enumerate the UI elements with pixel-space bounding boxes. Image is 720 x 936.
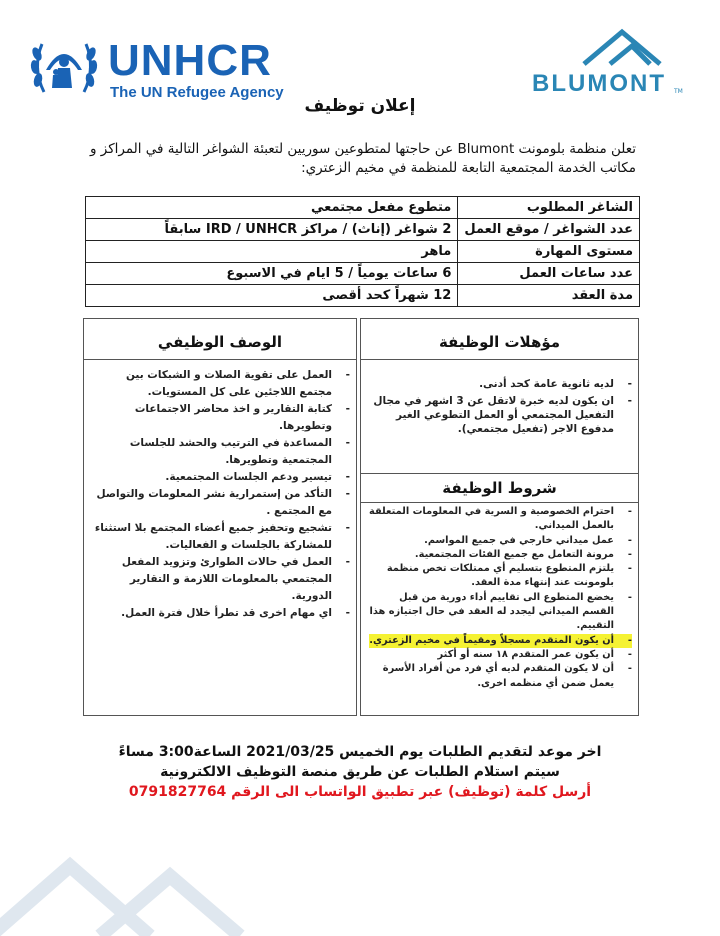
list-item: - يلتزم المتطوع بتسليم أي ممتلكات تخص منظمة بلومونت عند إنتهاء مدة العقد. bbox=[369, 562, 632, 591]
blumont-trademark: TM bbox=[674, 88, 683, 95]
table-row bbox=[86, 285, 640, 307]
row-label: عدد ساعات العمل bbox=[458, 263, 640, 285]
list-item: - تشجيع وتحفيز جميع أعضاء المجتمع بلا استثناء للمشاركة بالجلسات و الفعاليات. bbox=[94, 520, 350, 554]
list-item: - العمل في حالات الطوارئ وتزويد المفعل المجتمعي بالمعلومات اللازمة و التقارير الدورية. bbox=[94, 554, 350, 605]
requirements-panel bbox=[360, 318, 639, 716]
qualifications-list bbox=[369, 377, 632, 439]
unhcr-logo bbox=[28, 34, 288, 102]
list-item: - أن يكون عمر المتقدم ١٨ سنه أو أكثر bbox=[369, 648, 632, 662]
list-item: - ان يكون لديه خبرة لاتقل عن 3 اشهر في مجال التفعيل المجتمعي أو العمل التطوعي الغير مدفوع الاجر (تفعيل مجتمعي). bbox=[369, 394, 632, 436]
list-item: - لديه ثانوية عامة كحد أدنى. bbox=[369, 377, 632, 391]
row-label: مدة العقد bbox=[458, 285, 640, 307]
whatsapp-instruction: أرسل كلمة (توظيف) عبر تطبيق الواتساب الى الرقم 0791827764 bbox=[128, 784, 592, 800]
unhcr-tagline: The UN Refugee Agency bbox=[110, 84, 284, 101]
deadline-text: اخر موعد لتقديم الطلبات يوم الخميس 2021/03/25 الساعة3:00 مساءً bbox=[118, 744, 602, 760]
row-value: متطوع مفعل مجتمعي bbox=[86, 197, 458, 219]
row-value: ماهر bbox=[86, 241, 458, 263]
table-row bbox=[86, 197, 640, 219]
list-item: - يخضع المتطوع الى تقاييم أداء دورية من قبل القسم الميداني ليجدد له العقد في حال اجتيازه هذا التقييم. bbox=[369, 591, 632, 634]
table-row bbox=[86, 219, 640, 241]
unhcr-emblem-icon bbox=[28, 34, 100, 102]
blumont-wordmark: BLUMONT bbox=[532, 70, 666, 97]
list-item: - المساعدة في الترتيب والحشد للجلسات المجتمعية وتطويرها. bbox=[94, 435, 350, 469]
divider bbox=[84, 359, 356, 360]
list-item: - التأكد من إستمرارية نشر المعلومات والتواصل مع المجتمع . bbox=[94, 486, 350, 520]
blumont-mountain-icon bbox=[580, 28, 664, 68]
job-info-table bbox=[85, 196, 640, 307]
list-item: - اي مهام اخرى قد تطرأ خلال فترة العمل. bbox=[94, 605, 350, 622]
application-footer bbox=[0, 742, 720, 802]
divider bbox=[361, 502, 638, 503]
platform-text: سيتم استلام الطلبات عن طريق منصة التوظيف الالكترونية bbox=[160, 764, 560, 780]
intro-paragraph: تعلن منظمة بلومونت Blumont عن حاجتها لمتطوعين سوريين لتعبئة الشواغر التالية في المراكز و مكاتب الخدمة المجتمعية التابعة للمنظمة في مخيم الزعتري: bbox=[89, 141, 636, 176]
highlighted-list-item: - أن يكون المتقدم مسجلاً ومقيماً في مخيم الزعتري. bbox=[369, 634, 632, 648]
conditions-list bbox=[369, 505, 632, 691]
table-row bbox=[86, 263, 640, 285]
blumont-watermark-icon bbox=[0, 826, 720, 936]
list-item: - العمل على تقوية الصلات و الشبكات بين مجتمع اللاجئين على كل المستويات. bbox=[94, 367, 350, 401]
row-value: 2 شواغر (إناث) / مراكز IRD / UNHCR سابقاً bbox=[86, 219, 458, 241]
divider bbox=[361, 359, 638, 360]
qualifications-heading: مؤهلات الوظيفة bbox=[438, 333, 561, 351]
blumont-logo bbox=[528, 28, 688, 98]
list-item: - احترام الخصوصية و السرية في المعلومات المتعلقة بالعمل الميداني. bbox=[369, 505, 632, 534]
row-value: 6 ساعات يومياً / 5 ايام في الاسبوع bbox=[86, 263, 458, 285]
job-description-panel bbox=[83, 318, 357, 716]
row-label: الشاغر المطلوب bbox=[458, 197, 640, 219]
list-item: - عمل ميداني خارجي في جميع المواسم. bbox=[369, 534, 632, 548]
job-description-list bbox=[94, 367, 350, 622]
unhcr-wordmark: UNHCR bbox=[108, 36, 272, 85]
job-description-heading: الوصف الوظيفي bbox=[157, 333, 283, 351]
row-value: 12 شهراً كحد أقصى bbox=[86, 285, 458, 307]
row-label: مستوى المهارة bbox=[458, 241, 640, 263]
list-item: - تيسير ودعم الجلسات المجتمعية. bbox=[94, 469, 350, 486]
divider bbox=[361, 473, 638, 474]
list-item: - أن لا يكون المتقدم لديه أي فرد من أفراد الأسرة يعمل ضمن أي منظمه اخرى. bbox=[369, 662, 632, 691]
table-row bbox=[86, 241, 640, 263]
conditions-heading: شروط الوظيفة bbox=[442, 479, 557, 497]
page-title: إعلان توظيف bbox=[304, 96, 416, 116]
list-item: - كتابة التقارير و اخذ محاضر الاجتماعات وتطويرها. bbox=[94, 401, 350, 435]
row-label: عدد الشواغر / موقع العمل bbox=[458, 219, 640, 241]
list-item: - مرونة التعامل مع جميع الفئات المجتمعية. bbox=[369, 548, 632, 562]
